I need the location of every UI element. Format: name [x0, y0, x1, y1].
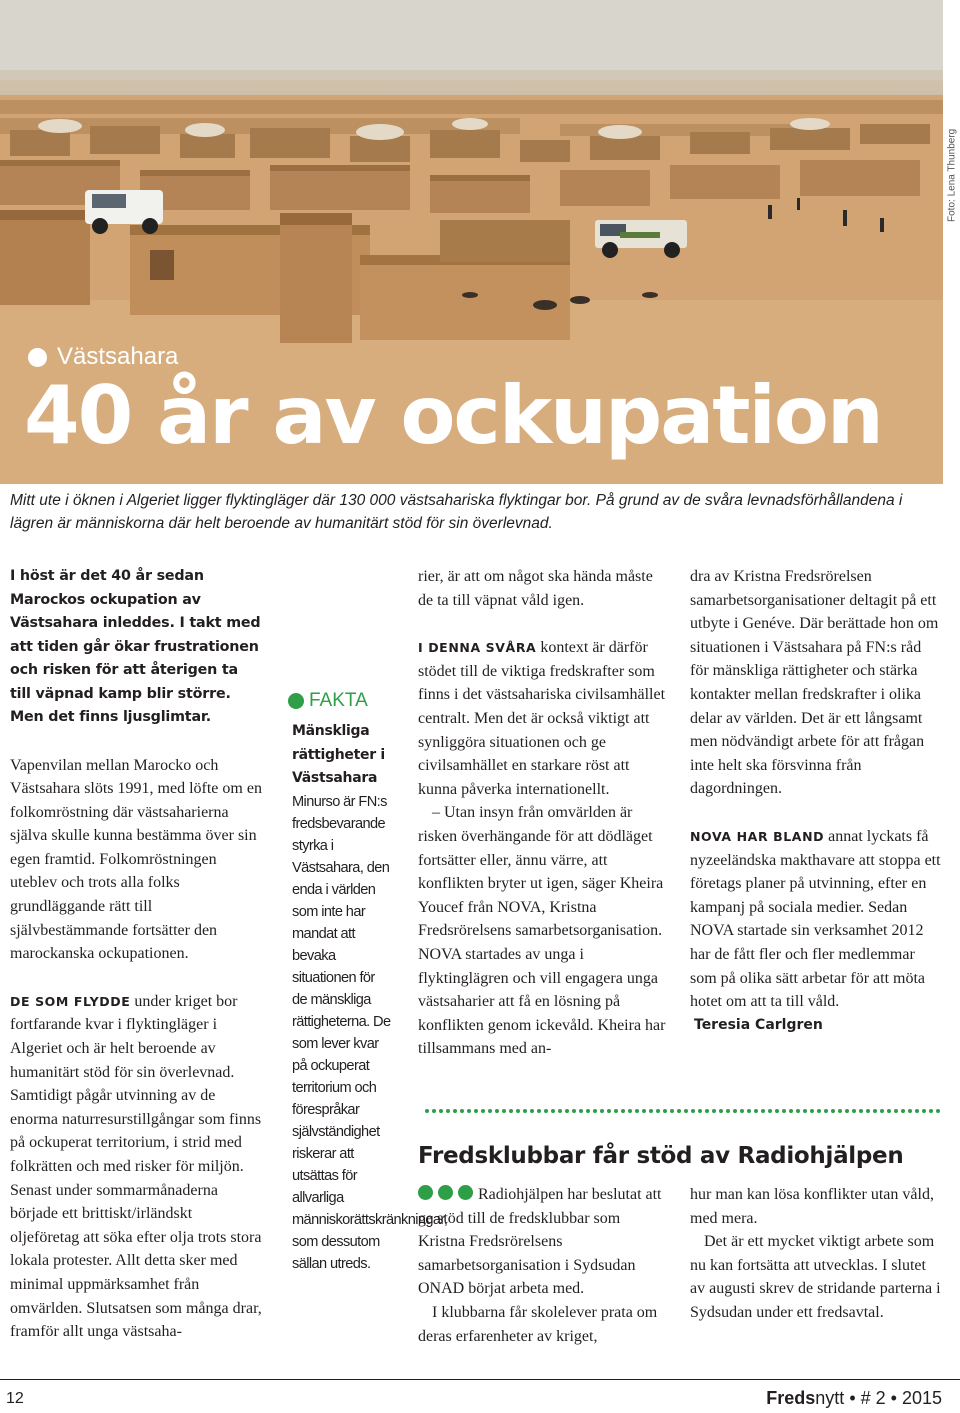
- divider-dot: [502, 1109, 506, 1113]
- divider-dot: [936, 1109, 940, 1113]
- divider-dot: [740, 1109, 744, 1113]
- divider-dot: [880, 1109, 884, 1113]
- divider-dot: [642, 1109, 646, 1113]
- bullet-dot-icon: [28, 348, 47, 367]
- divider-dot: [621, 1109, 625, 1113]
- article-paragraph: [690, 825, 942, 1014]
- divider-dot: [467, 1109, 471, 1113]
- article2-column-2: [690, 1183, 942, 1325]
- article2-paragraph: [418, 1183, 670, 1301]
- divider-dot: [551, 1109, 555, 1113]
- divider-dot: [537, 1109, 541, 1113]
- divider-dot: [572, 1109, 576, 1113]
- divider-dot: [586, 1109, 590, 1113]
- divider-dot: [726, 1109, 730, 1113]
- article-paragraph: Vapenvilan mellan Marocko och Västsahara slöts 1991, med löfte om en folkomröstning där västsaharierna själva skulle kunna bestämma över sin egen framtid. Folkomröstningen uteblev och trots alla folks grundläggande rätt till självbestämmande fortsätter den marockanska ockupationen.: [10, 756, 262, 963]
- divider-dot: [712, 1109, 716, 1113]
- kicker-text: Västsahara: [57, 343, 179, 370]
- divider-dot: [474, 1109, 478, 1113]
- brand-bold: Freds: [766, 1388, 816, 1408]
- divider-dot: [887, 1109, 891, 1113]
- divider-dot: [649, 1109, 653, 1113]
- fakta-box: [288, 690, 448, 1275]
- photo-caption: Mitt ute i öknen i Algeriet ligger flyktingläger där 130 000 västsahariska flyktingar bor. På grund av de svåra levnadsförhållandena i lägren är människorna där helt beroende av humanitärt stöd för sin överlevnad.: [10, 492, 903, 532]
- divider-dot: [782, 1109, 786, 1113]
- divider-dot: [684, 1109, 688, 1113]
- article-paragraph: [10, 990, 262, 1344]
- article-column-3: [418, 565, 670, 1061]
- divider-dot: [894, 1109, 898, 1113]
- article-paragraph: – Utan insyn från omvärlden är risken överhängande för att dödläget fortsätter eller, ännu värre, att konflikten bryter ut igen, säger Kheira Youcef från NOVA, Kristna Fredsrörelsens samarbetsorganisation. NOVA startades av unga i flyktinglägren och vill engagera unga västsaharier att få en lösning på konflikten genom ickevåld. Kheira har tillsammans med an-: [418, 804, 666, 1058]
- run-in-heading: DE SOM FLYDDE: [10, 993, 131, 1009]
- divider-dot: [789, 1109, 793, 1113]
- divider-dot: [747, 1109, 751, 1113]
- divider-dot: [635, 1109, 639, 1113]
- run-in-heading: I DENNA SVÅRA: [418, 640, 537, 656]
- photo-credit: Foto: Lena Thunberg: [946, 128, 958, 222]
- divider-dot: [600, 1109, 604, 1113]
- divider-dot: [698, 1109, 702, 1113]
- divider-dot: [670, 1109, 674, 1113]
- divider-dot: [614, 1109, 618, 1113]
- divider-dot: [852, 1109, 856, 1113]
- divider-dot: [628, 1109, 632, 1113]
- page-number: 12: [6, 1390, 24, 1407]
- article-paragraph: rier, är att om något ska hända måste de ta till väpnat våld igen.: [418, 568, 653, 609]
- article2-column-1: [418, 1183, 670, 1348]
- divider-dot: [929, 1109, 933, 1113]
- page-headline: 40 år av ockupation: [24, 369, 882, 462]
- divider-dot: [516, 1109, 520, 1113]
- divider-dot: [523, 1109, 527, 1113]
- paragraph-text: under kriget bor fortfarande kvar i flyktingläger i Algeriet och är helt beroende av humanitärt stöd för sin överlevnad. Samtidigt pågår utvinning av de enorma naturresurstillgångar som finns på ockuperat territorium, i strid med folkrätten och med risker för miljön. Senast under sommarmånaderna började ett brittiskt/irländskt oljeföretag att söka efter olja trots stora lokala protester. Allt detta sker med minimal uppmärksamhet från omvärlden. Slutsatsen som många drar, framför allt unga västsaha-: [10, 992, 262, 1341]
- divider-dot: [481, 1109, 485, 1113]
- divider-dot: [432, 1109, 436, 1113]
- issue-info: • # 2 • 2015: [844, 1388, 942, 1408]
- divider-dot: [691, 1109, 695, 1113]
- divider-dot: [859, 1109, 863, 1113]
- divider-dot: [831, 1109, 835, 1113]
- article2-paragraph: I klubbarna får skolelever prata om deras erfarenheter av kriget,: [418, 1303, 658, 1345]
- divider-dot: [824, 1109, 828, 1113]
- divider-dot: [460, 1109, 464, 1113]
- divider-dot: [915, 1109, 919, 1113]
- article2-paragraph: hur man kan lösa konflikter utan våld, med mera.: [690, 1186, 934, 1227]
- hero-photo: [0, 0, 943, 484]
- divider-dot: [663, 1109, 667, 1113]
- fakta-title: Mänskliga rättigheter i Västsahara: [292, 723, 385, 787]
- fakta-label: FAKTA: [309, 690, 368, 711]
- paragraph-text: Radiohjälpen har beslutat att ge stöd till de fredsklubbar som Kristna Fredsrörelsens samarbetsorganisation i Sydsudan ONAD börjat arbeta med.: [418, 1186, 662, 1298]
- divider-dot: [754, 1109, 758, 1113]
- run-in-heading: NOVA HAR BLAND: [690, 828, 825, 844]
- divider-dot: [488, 1109, 492, 1113]
- divider-dot: [544, 1109, 548, 1113]
- divider-dot: [677, 1109, 681, 1113]
- divider-dot: [817, 1109, 821, 1113]
- divider-dot: [425, 1109, 429, 1113]
- divider-dot: [439, 1109, 443, 1113]
- divider-dot: [593, 1109, 597, 1113]
- divider-dot: [719, 1109, 723, 1113]
- article2-paragraph: Det är ett mycket viktigt arbete som nu kan fortsätta att utvecklas. I slutet av augusti skrev de stridande parterna i Sydsudan under ett fredsavtal.: [690, 1233, 941, 1321]
- divider-dot: [656, 1109, 660, 1113]
- divider-dot: [775, 1109, 779, 1113]
- divider-dot: [810, 1109, 814, 1113]
- divider-dot: [705, 1109, 709, 1113]
- green-dots-icon: [418, 1185, 473, 1200]
- divider-dot: [453, 1109, 457, 1113]
- divider-dot: [873, 1109, 877, 1113]
- green-dot-icon: [288, 693, 304, 709]
- divider-dot: [866, 1109, 870, 1113]
- footer-brand: [766, 1388, 942, 1409]
- brand-light: nytt: [815, 1388, 845, 1408]
- article-paragraph: [418, 636, 670, 801]
- divider-dot: [558, 1109, 562, 1113]
- footer-rule: [0, 1379, 960, 1380]
- divider-dot: [446, 1109, 450, 1113]
- section-kicker: [28, 343, 178, 371]
- divider-dot: [768, 1109, 772, 1113]
- divider-dot: [796, 1109, 800, 1113]
- divider-dot: [509, 1109, 513, 1113]
- divider-dot: [803, 1109, 807, 1113]
- article-column-4: [690, 565, 942, 1037]
- article-lead: I höst är det 40 år sedan Marockos ockupation av Västsahara inleddes. I takt med att tiden går ökar frustrationen och risken för att återigen ta till väpnad kamp blir större. Men det finns ljusglimtar.: [10, 568, 261, 725]
- divider-dot: [495, 1109, 499, 1113]
- dotted-divider: [424, 1108, 944, 1114]
- divider-dot: [530, 1109, 534, 1113]
- paragraph-text: kontext är därför stödet till de viktiga fredskrafter som finns i det västsahariska civilsamhället centralt. Men det är också viktigt att synliggöra situationen och ge civilsamhället en starkare röst att kunna påverka internationellt.: [418, 639, 666, 798]
- article-paragraph: dra av Kristna Fredsrörelsen samarbetsorganisationer deltagit på ett utbyte i Genéve. Där berättade hon om situationen i Västsahara på FN:s råd för mänskliga rättigheter och stärka kontakter mellan fredskrafter i olika delar av världen. Det är ett långsamt men nödvändigt arbete för att frågan inte helt ska försvinna från dagordningen.: [690, 568, 939, 798]
- divider-dot: [845, 1109, 849, 1113]
- fakta-header: [288, 690, 392, 712]
- article-column-1: [10, 565, 262, 1344]
- divider-dot: [579, 1109, 583, 1113]
- article2-title: Fredsklubbar får stöd av Radiohjälpen: [418, 1143, 904, 1169]
- divider-dot: [565, 1109, 569, 1113]
- divider-dot: [733, 1109, 737, 1113]
- author-signature: Teresia Carlgren: [694, 1016, 823, 1033]
- fakta-body: Minurso är FN:s fredsbevarande styrka i Västsahara, den enda i världen som inte har mandat att bevaka situationen för de mänskliga rättigheterna. De som lever kvar på ockuperat territorium och förespråkar självständighet riskerar att utsättas för allvarliga människorättskränkningar, som dessutom sällan utreds.: [292, 793, 448, 1272]
- divider-dot: [838, 1109, 842, 1113]
- divider-dot: [922, 1109, 926, 1113]
- divider-dot: [901, 1109, 905, 1113]
- divider-dot: [607, 1109, 611, 1113]
- divider-dot: [908, 1109, 912, 1113]
- divider-dot: [761, 1109, 765, 1113]
- paragraph-text: annat lyckats få nyzeeländska makthavare att stoppa ett företags planer på utvinning, efter en kampanj på sociala medier. Sedan NOVA startade sin verksamhet 2012 har de fått fler och fler medlemmar som på olika sätt arbetar för att möta hotet om att ta till våld.: [690, 827, 941, 1011]
